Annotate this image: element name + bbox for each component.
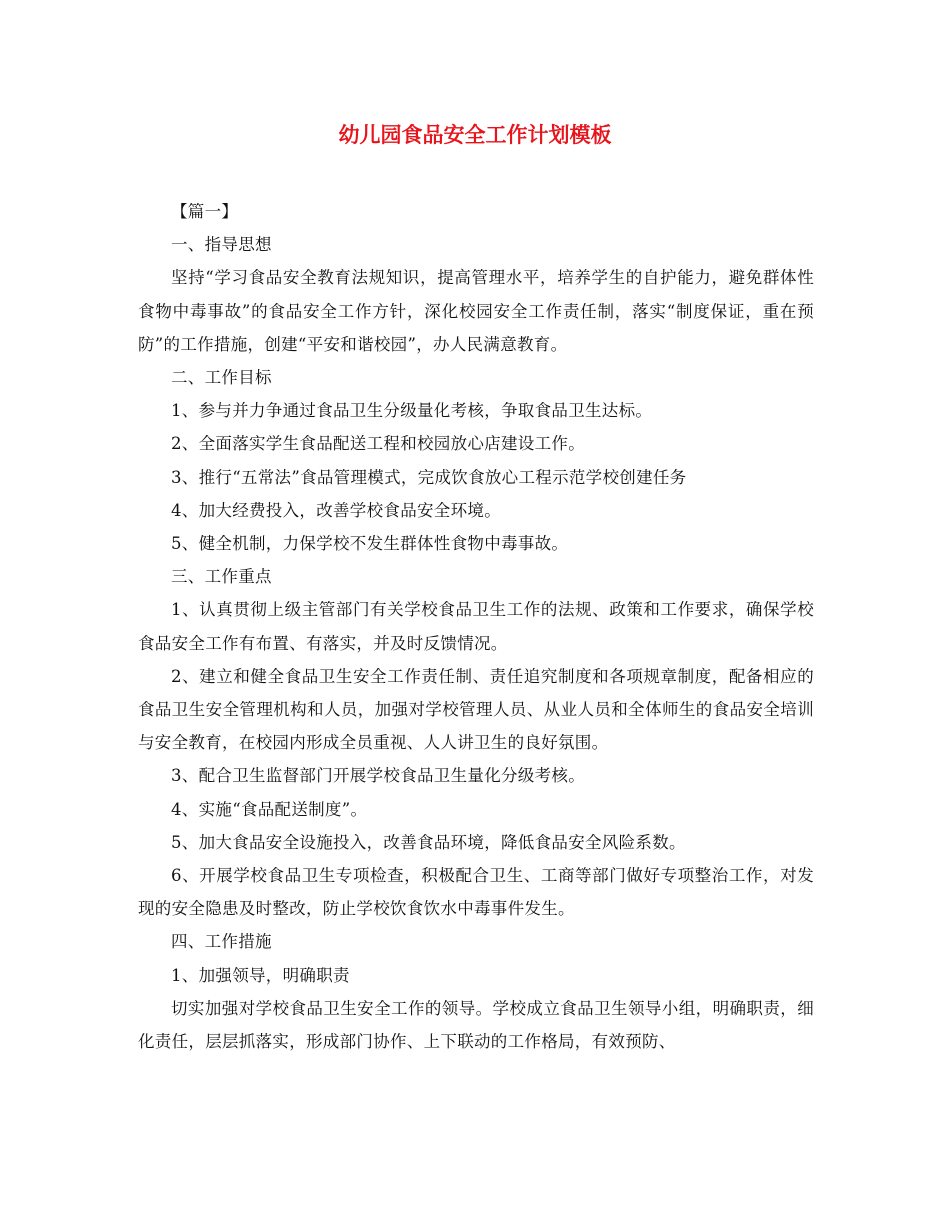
list-item: 6、开展学校食品卫生专项检查，积极配合卫生、工商等部门做好专项整治工作，对发现的安全隐患及时整改，防止学校饮食饮水中毒事件发生。 (138, 866, 814, 919)
paragraph: 切实加强对学校食品卫生安全工作的领导。学校成立食品卫生领导小组，明确职责，细化责任，层层抓落实，形成部门协作、上下联动的工作格局，有效预防、 (138, 998, 814, 1052)
document-body (138, 195, 814, 1058)
list-item: 3、推行“五常法”食品管理模式，完成饮食放心工程示范学校创建任务 (171, 467, 687, 487)
list-item: 2、建立和健全食品卫生安全工作责任制、责任追究制度和各项规章制度，配备相应的食品卫生安全管理机构和人员，加强对学校管理人员、从业人员和全体师生的食品安全培训与安全教育，在校园内形成全员重视、人人讲卫生的良好氛围。 (138, 666, 814, 753)
list-item: 4、实施“食品配送制度”。 (171, 799, 368, 819)
heading-guiding-ideology: 一、指导思想 (171, 235, 272, 255)
list-item: 1、加强领导，明确职责 (171, 965, 350, 985)
heading-work-focus: 三、工作重点 (171, 567, 272, 587)
section-label: 【篇一】 (171, 202, 239, 221)
list-item: 3、配合卫生监督部门开展学校食品卫生量化分级考核。 (171, 766, 585, 786)
list-item: 5、加大食品安全设施投入，改善食品环境，降低食品安全风险系数。 (171, 832, 686, 852)
list-item: 5、健全机制，力保学校不发生群体性食物中毒事故。 (171, 534, 569, 554)
heading-work-goals: 二、工作目标 (171, 368, 272, 388)
list-item: 1、认真贯彻上级主管部门有关学校食品卫生工作的法规、政策和工作要求，确保学校食品安全工作有布置、有落实，并及时反馈情况。 (138, 600, 814, 653)
list-item: 2、全面落实学生食品配送工程和校园放心店建设工作。 (171, 434, 585, 454)
paragraph: 坚持“学习食品安全教育法规知识，提高管理水平，培养学生的自护能力，避免群体性食物中毒事故”的食品安全工作方针，深化校园安全工作责任制，落实“制度保证，重在预防”的工作措施，创建“平安和谐校园”，办人民满意教育。 (138, 268, 814, 354)
list-item: 4、加大经费投入，改善学校食品安全环境。 (171, 500, 501, 520)
document-title: 幼儿园食品安全工作计划模板 (338, 122, 612, 147)
heading-work-measures: 四、工作措施 (171, 932, 272, 952)
list-item: 1、参与并力争通过食品卫生分级量化考核，争取食品卫生达标。 (171, 401, 653, 421)
